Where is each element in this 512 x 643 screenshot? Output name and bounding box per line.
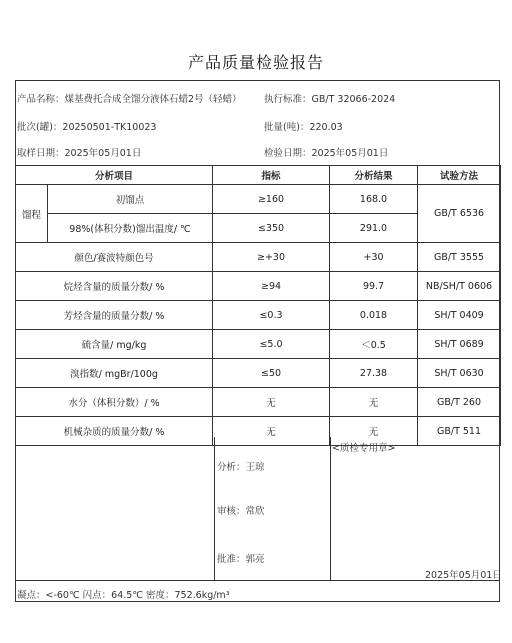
row-method: GB/T 6536 <box>418 185 501 243</box>
row-item: 颜色/赛波特颜色号 <box>16 243 213 272</box>
inspection-date: 检验日期：2025年05月01日 <box>264 148 389 159</box>
row-result: +30 <box>330 243 418 272</box>
row-method: SH/T 0689 <box>418 330 501 359</box>
row-item: 烷烃含量的质量分数/ % <box>16 272 213 301</box>
row-spec: ≤5.0 <box>213 330 330 359</box>
sampling-date: 取样日期：2025年05月01日 <box>17 148 142 159</box>
row-result: 99.7 <box>330 272 418 301</box>
row-spec: ≤0.3 <box>213 301 330 330</box>
row-item: 初馏点 <box>48 185 213 214</box>
row-spec: ≥94 <box>213 272 330 301</box>
analysis-table <box>15 165 501 446</box>
row-method: SH/T 0409 <box>418 301 501 330</box>
table-row <box>16 301 501 330</box>
table-row <box>16 359 501 388</box>
qc-stamp-label: <质检专用章> <box>332 443 396 454</box>
distillation-group-label: 馏程 <box>16 185 48 243</box>
issue-date: 2025年05月01日 <box>425 570 502 581</box>
row-item: 溴指数/ mgBr/100g <box>16 359 213 388</box>
header-item: 分析项目 <box>16 166 213 185</box>
analyst-signature: 分析：王琼 <box>217 462 265 473</box>
row-item: 芳烃含量的质量分数/ % <box>16 301 213 330</box>
table-row <box>16 330 501 359</box>
row-spec: ≤350 <box>213 214 330 243</box>
report-title: 产品质量检验报告 <box>187 53 324 72</box>
row-result: 291.0 <box>330 214 418 243</box>
row-method: GB/T 3555 <box>418 243 501 272</box>
row-result: 无 <box>330 388 418 417</box>
row-result: 168.0 <box>330 185 418 214</box>
row-spec: 无 <box>213 417 330 446</box>
row-spec: 无 <box>213 388 330 417</box>
header-spec: 指标 <box>213 166 330 185</box>
product-name: 产品名称：煤基费托合成全馏分液体石蜡2号（轻蜡） <box>17 94 242 105</box>
batch-number: 批次(罐)：20250501-TK10023 <box>17 122 157 133</box>
table-row <box>16 185 501 214</box>
row-method: SH/T 0630 <box>418 359 501 388</box>
signature-divider-right <box>330 437 331 581</box>
batch-quantity: 批量(吨)：220.03 <box>264 122 343 133</box>
header-method: 试验方法 <box>418 166 501 185</box>
row-result: 27.38 <box>330 359 418 388</box>
row-method: GB/T 260 <box>418 388 501 417</box>
row-item: 硫含量/ mg/kg <box>16 330 213 359</box>
header-result: 分析结果 <box>330 166 418 185</box>
table-header-row <box>16 166 501 185</box>
row-spec: ≤50 <box>213 359 330 388</box>
row-item: 98%(体积分数)馏出温度/ ℃ <box>48 214 213 243</box>
row-spec: ≥160 <box>213 185 330 214</box>
table-row <box>16 417 501 446</box>
reviewer-signature: 审核：常欣 <box>217 506 265 517</box>
row-spec: ≥+30 <box>213 243 330 272</box>
row-result: ＜0.5 <box>330 330 418 359</box>
row-result: 0.018 <box>330 301 418 330</box>
row-item: 机械杂质的质量分数/ % <box>16 417 213 446</box>
physical-properties-footer: 凝点：<-60℃ 闪点：64.5℃ 密度：752.6kg/m³ <box>17 590 230 601</box>
table-row <box>16 272 501 301</box>
execution-standard: 执行标准：GB/T 32066-2024 <box>264 94 396 105</box>
approver-signature: 批准：郭亮 <box>217 554 265 565</box>
row-method: NB/SH/T 0606 <box>418 272 501 301</box>
row-result: 无 <box>330 417 418 446</box>
signature-divider-left <box>214 437 215 581</box>
table-row <box>16 243 501 272</box>
table-row <box>16 388 501 417</box>
row-method: GB/T 511 <box>418 417 501 446</box>
row-item: 水分（体积分数）/ % <box>16 388 213 417</box>
